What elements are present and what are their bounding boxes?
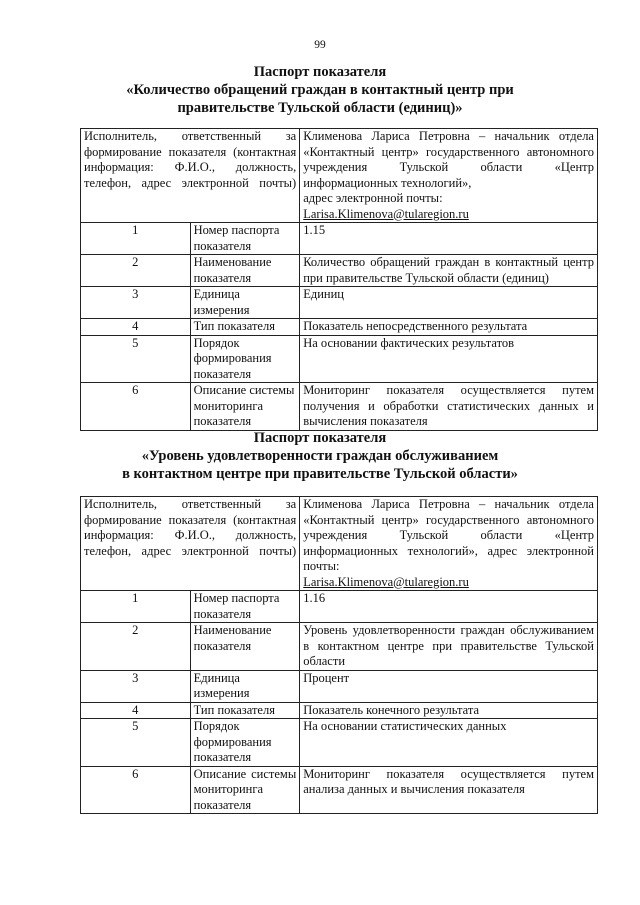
row-number: 1 xyxy=(81,591,191,623)
row-label: Описание системы мониторинга показателя xyxy=(190,766,300,814)
passport-table xyxy=(80,496,598,814)
row-label: Наименование показателя xyxy=(190,623,300,671)
passport-title-line: Паспорт показателя xyxy=(253,430,387,446)
passport-title-line: «Уровень удовлетворенности граждан обслуживанием xyxy=(141,448,499,464)
executor-row xyxy=(81,129,598,223)
row-number: 2 xyxy=(81,623,191,671)
table-row xyxy=(81,287,598,319)
row-number: 4 xyxy=(81,702,191,719)
row-label: Единица измерения xyxy=(190,287,300,319)
row-number: 5 xyxy=(81,335,191,383)
row-number: 3 xyxy=(81,287,191,319)
row-label: Описание системы мониторинга показателя xyxy=(190,383,300,431)
row-number: 4 xyxy=(81,319,191,336)
table-row xyxy=(81,702,598,719)
row-label: Номер паспорта показателя xyxy=(190,591,300,623)
table-row xyxy=(81,591,598,623)
passport-title-line: правительстве Тульской области (единиц)» xyxy=(177,100,463,116)
row-value: Мониторинг показателя осуществляется путем анализа данных и вычисления показателя xyxy=(300,766,598,814)
row-number: 1 xyxy=(81,223,191,255)
passport-title xyxy=(0,429,640,483)
executor-row xyxy=(81,497,598,591)
executor-email-link[interactable]: Larisa.Klimenova@tularegion.ru xyxy=(303,206,469,221)
executor-email-label: адрес электронной почты: xyxy=(303,191,443,205)
row-value: Процент xyxy=(300,670,598,702)
row-number: 2 xyxy=(81,255,191,287)
row-value: Показатель непосредственного результата xyxy=(300,319,598,336)
row-value: Единиц xyxy=(300,287,598,319)
row-value: Мониторинг показателя осуществляется путем получения и обработки статистических данных и вычисления показателя xyxy=(300,383,598,431)
table-row xyxy=(81,255,598,287)
table-row xyxy=(81,670,598,702)
table-row xyxy=(81,223,598,255)
executor-text: Клименова Лариса Петровна – начальник отдела «Контактный центр» государственного автономного учреждения Тульской области «Центр информационных технологий», xyxy=(303,129,594,190)
row-number: 6 xyxy=(81,766,191,814)
row-label: Номер паспорта показателя xyxy=(190,223,300,255)
row-value: На основании статистических данных xyxy=(300,719,598,767)
passport-table xyxy=(80,128,598,431)
row-value: Уровень удовлетворенности граждан обслуживанием в контактном центре при правительстве Тульской области xyxy=(300,623,598,671)
executor-label: Исполнитель, ответственный за формирование показателя (контактная информация: Ф.И.О., должность, телефон, адрес электронной почты) xyxy=(81,497,300,591)
passport-title-line: Паспорт показателя xyxy=(253,64,387,80)
row-number: 3 xyxy=(81,670,191,702)
row-label: Порядок формирования показателя xyxy=(190,719,300,767)
row-number: 5 xyxy=(81,719,191,767)
table-row xyxy=(81,383,598,431)
passport-title-line: «Количество обращений граждан в контактный центр при xyxy=(126,82,514,98)
passport-title xyxy=(0,63,640,117)
table-row xyxy=(81,319,598,336)
row-label: Тип показателя xyxy=(190,702,300,719)
executor-value xyxy=(300,129,598,223)
row-value: Количество обращений граждан в контактный центр при правительстве Тульской области (единиц) xyxy=(300,255,598,287)
row-label: Единица измерения xyxy=(190,670,300,702)
executor-email-link[interactable]: Larisa.Klimenova@tularegion.ru xyxy=(303,574,469,589)
row-value: Показатель конечного результата xyxy=(300,702,598,719)
table-row xyxy=(81,719,598,767)
executor-text: Клименова Лариса Петровна – начальник отдела «Контактный центр» государственного автономного учреждения Тульской области «Центр информационных технологий», адрес электронной почты: xyxy=(303,497,594,573)
row-value: На основании фактических результатов xyxy=(300,335,598,383)
row-number: 6 xyxy=(81,383,191,431)
page-number: 99 xyxy=(314,39,326,51)
table-row xyxy=(81,623,598,671)
table-row xyxy=(81,766,598,814)
row-value: 1.15 xyxy=(300,223,598,255)
row-label: Тип показателя xyxy=(190,319,300,336)
passport-title-line: в контактном центре при правительстве Тульской области» xyxy=(122,466,518,482)
row-label: Порядок формирования показателя xyxy=(190,335,300,383)
executor-label: Исполнитель, ответственный за формирование показателя (контактная информация: Ф.И.О., должность, телефон, адрес электронной почты) xyxy=(81,129,300,223)
executor-value xyxy=(300,497,598,591)
row-value: 1.16 xyxy=(300,591,598,623)
table-row xyxy=(81,335,598,383)
row-label: Наименование показателя xyxy=(190,255,300,287)
